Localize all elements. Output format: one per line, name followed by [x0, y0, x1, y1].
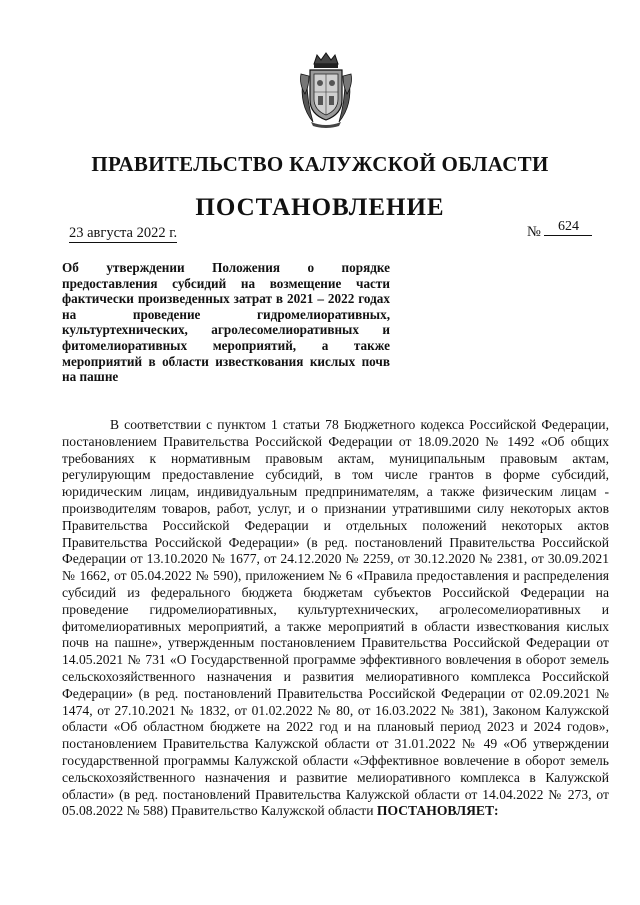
document-type-title: ПОСТАНОВЛЕНИЕ	[195, 194, 445, 221]
organization-title: ПРАВИТЕЛЬСТВО КАЛУЖСКОЙ ОБЛАСТИ	[91, 152, 549, 176]
kaluga-coat-of-arms-icon	[297, 50, 355, 128]
preamble-text: В соответствии с пунктом 1 статьи 78 Бюджетного кодекса Российской Федерации, постановлением Правительства Российской Федерации от 18.09.2020 № 1492 «Об общих требованиях к нормативным правовым актам, муниципальным правовым актам, регулирующим предоставление субсидий, в том числе грантов в форме субсидий, юридическим лицам, индивидуальным предпринимателям, а также физическим лицам - производителям товаров, работ, услуг, и о признании утратившими силу некоторых актов Правительства Российской Федерации и отдельных положений некоторых актов Правительства Российской Федерации» (в ред. постановлений Правительства Российской Федерации от 13.10.2020 № 1677, от 24.12.2020 № 2259, от 30.12.2020 № 2381, от 30.09.2021 № 1662, от 05.04.2022 № 590), приложением № 6 «Правила предоставления и распределения субсидий из федерального бюджета бюджетам субъектов Российской Федерации на проведение гидромелиоративных, культуртехнических, агролесомелиоративных и фитомелиоративных мероприятий, а также мероприятий в области известкования кислых почв на пашне», утвержденным постановлением Правительства Российской Федерации от 14.05.2021 № 731 «О Государственной программе эффективного вовлечения в оборот земель сельскохозяйственного назначения и развития мелиоративного комплекса Российской Федерации» (в ред. постановлений Правительства Российской Федерации от 02.09.2021 № 1474, от 27.10.2021 № 1832, от 01.02.2022 № 80, от 16.03.2022 № 381), Законом Калужской области «Об областном бюджете на 2022 год и на плановый период 2023 и 2024 годов», постановлением Правительства Калужской области от 31.01.2022 № 49 «Об утверждении государственной программы Калужской области «Эффективное вовлечение в оборот земель сельскохозяйственного назначения и развитие мелиоративного комплекса в Калужской области» (в ред. постановлений Правительства Калужской области от 14.04.2022 № 273, от 05.08.2022 № 588) Правительство Калужской области	[62, 417, 609, 819]
resolves-keyword: ПОСТАНОВЛЯЕТ:	[376, 803, 499, 819]
document-number	[527, 219, 592, 242]
number-value: 624	[544, 218, 592, 236]
preamble-paragraph	[62, 417, 609, 820]
document-subject: Об утверждении Положения о порядке предоставления субсидий на возмещение части фактически произведенных затрат в 2021 – 2022 годах на проведение гидромелиоративных, культуртехнических, агролесомелиоративных и фитомелиоративных мероприятий, а также мероприятий в области известкования кислых почв на пашне	[62, 260, 390, 385]
document-date: 23 августа 2022 г.	[69, 225, 178, 241]
number-label: №	[527, 224, 541, 240]
